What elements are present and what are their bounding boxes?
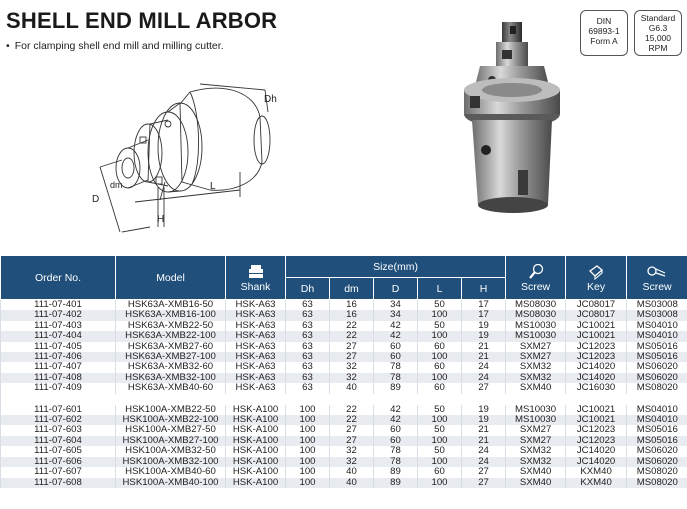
cell-l: 100 <box>418 352 462 362</box>
cell-shank: HSK-A100 <box>226 478 286 488</box>
cell-h: 17 <box>462 300 506 311</box>
label-h: H <box>157 214 165 225</box>
header-screw-1-label: Screw <box>520 281 551 293</box>
cell-shank: HSK-A63 <box>226 331 286 341</box>
clamping-screw-icon <box>527 264 545 280</box>
cell-key-screw: MS05016 <box>627 436 687 446</box>
cell-dh: 100 <box>286 415 330 425</box>
cell-l: 100 <box>418 310 462 320</box>
header-h: H <box>462 278 506 300</box>
cell-key: JC14020 <box>566 457 627 467</box>
cell-d: 89 <box>374 467 418 477</box>
cell-model: HSK63A-XMB32-100 <box>116 373 226 383</box>
cell-d: 78 <box>374 457 418 467</box>
cell-model: HSK100A-XMB40-60 <box>116 467 226 477</box>
cell-model: HSK100A-XMB22-100 <box>116 415 226 425</box>
cell-order-no: 111-07-401 <box>1 300 116 311</box>
cell-shank: HSK-A100 <box>226 405 286 415</box>
cell-d: 42 <box>374 405 418 415</box>
cell-dh: 100 <box>286 467 330 477</box>
label-d: D <box>92 194 100 205</box>
cell-dm: 27 <box>330 425 374 435</box>
cell-order-no: 111-07-604 <box>1 436 116 446</box>
cell-dh: 63 <box>286 383 330 393</box>
cell-l: 60 <box>418 467 462 477</box>
cell-screw: SXM32 <box>506 362 566 372</box>
cell-dh: 63 <box>286 331 330 341</box>
cell-order-no: 111-07-404 <box>1 331 116 341</box>
cell-d: 42 <box>374 415 418 425</box>
cell-key-screw: MS04010 <box>627 331 687 341</box>
table-row <box>1 467 687 477</box>
cell-key: JC12023 <box>566 352 627 362</box>
cell-model: HSK100A-XMB22-50 <box>116 405 226 415</box>
specification-rows <box>1 300 687 488</box>
cell-model: HSK100A-XMB27-50 <box>116 425 226 435</box>
cell-shank: HSK-A100 <box>226 436 286 446</box>
cell-h: 21 <box>462 342 506 352</box>
cell-d: 60 <box>374 342 418 352</box>
cell-model: HSK100A-XMB32-50 <box>116 446 226 456</box>
cell-shank: HSK-A63 <box>226 342 286 352</box>
label-l: L <box>210 181 216 192</box>
cell-dh: 100 <box>286 425 330 435</box>
cell-order-no: 111-07-407 <box>1 362 116 372</box>
cell-l: 100 <box>418 373 462 383</box>
cell-key-screw: MS03008 <box>627 300 687 311</box>
header-l: L <box>418 278 462 300</box>
badge-line: Standard <box>640 13 676 23</box>
table-row <box>1 383 687 393</box>
cell-order-no: 111-07-602 <box>1 415 116 425</box>
badge-line: 15,000 <box>645 33 671 43</box>
cell-model: HSK63A-XMB40-60 <box>116 383 226 393</box>
cell-l: 60 <box>418 342 462 352</box>
cell-order-no: 111-07-606 <box>1 457 116 467</box>
cell-key-screw: MS04010 <box>627 321 687 331</box>
cell-h: 19 <box>462 415 506 425</box>
badge-line: G6.3 <box>648 23 668 33</box>
cell-dh: 63 <box>286 352 330 362</box>
cell-key: JC08017 <box>566 300 627 311</box>
header-d: D <box>374 278 418 300</box>
header-screw-2 <box>627 256 687 300</box>
cell-screw: MS08030 <box>506 310 566 320</box>
cell-d: 89 <box>374 383 418 393</box>
cell-d: 78 <box>374 446 418 456</box>
cell-dm: 40 <box>330 478 374 488</box>
cell-model: HSK63A-XMB22-50 <box>116 321 226 331</box>
cell-key: JC12023 <box>566 425 627 435</box>
badge-line: RPM <box>648 43 668 53</box>
cell-order-no: 111-07-603 <box>1 425 116 435</box>
cell-dm: 22 <box>330 415 374 425</box>
cell-shank: HSK-A63 <box>226 310 286 320</box>
cell-key: JC10021 <box>566 321 627 331</box>
cell-l: 50 <box>418 300 462 311</box>
header-key <box>566 256 627 300</box>
cell-shank: HSK-A63 <box>226 373 286 383</box>
cell-screw: SXM32 <box>506 457 566 467</box>
cell-dh: 100 <box>286 457 330 467</box>
cell-dm: 27 <box>330 352 374 362</box>
cell-key: JC16030 <box>566 383 627 393</box>
cell-dm: 40 <box>330 467 374 477</box>
header-model: Model <box>116 256 226 300</box>
cell-key: KXM40 <box>566 478 627 488</box>
cell-key-screw: MS06020 <box>627 446 687 456</box>
cell-order-no: 111-07-402 <box>1 310 116 320</box>
cell-d: 78 <box>374 362 418 372</box>
group-separator <box>1 394 687 405</box>
cell-h: 17 <box>462 310 506 320</box>
cell-screw: MS10030 <box>506 405 566 415</box>
cell-dm: 40 <box>330 383 374 393</box>
cell-key: JC10021 <box>566 415 627 425</box>
cell-shank: HSK-A100 <box>226 415 286 425</box>
cell-l: 100 <box>418 331 462 341</box>
cell-dm: 32 <box>330 373 374 383</box>
cell-dh: 100 <box>286 436 330 446</box>
cell-h: 21 <box>462 436 506 446</box>
cell-screw: SXM40 <box>506 383 566 393</box>
cell-l: 50 <box>418 405 462 415</box>
cell-d: 60 <box>374 425 418 435</box>
cell-order-no: 111-07-403 <box>1 321 116 331</box>
cell-h: 27 <box>462 383 506 393</box>
cell-screw: SXM27 <box>506 352 566 362</box>
cell-h: 27 <box>462 478 506 488</box>
cell-h: 21 <box>462 352 506 362</box>
cell-screw: SXM27 <box>506 425 566 435</box>
shank-icon <box>247 264 265 280</box>
cell-dh: 63 <box>286 342 330 352</box>
cell-dh: 63 <box>286 373 330 383</box>
cell-key: KXM40 <box>566 467 627 477</box>
balance-standard-badge <box>634 10 682 56</box>
cell-dh: 100 <box>286 446 330 456</box>
cell-screw: SXM40 <box>506 478 566 488</box>
cell-h: 19 <box>462 331 506 341</box>
cell-l: 100 <box>418 478 462 488</box>
cell-shank: HSK-A100 <box>226 425 286 435</box>
arbor-product-photo <box>452 20 577 230</box>
cell-dh: 63 <box>286 310 330 320</box>
cell-h: 24 <box>462 457 506 467</box>
cell-model: HSK63A-XMB27-60 <box>116 342 226 352</box>
cell-key-screw: MS08020 <box>627 383 687 393</box>
key-screw-icon <box>647 264 667 280</box>
cell-d: 42 <box>374 321 418 331</box>
header-shank <box>226 256 286 300</box>
cell-d: 89 <box>374 478 418 488</box>
cell-key-screw: MS08020 <box>627 478 687 488</box>
cell-l: 100 <box>418 457 462 467</box>
cell-l: 50 <box>418 321 462 331</box>
cell-key: JC14020 <box>566 446 627 456</box>
cell-h: 24 <box>462 362 506 372</box>
cell-dh: 100 <box>286 405 330 415</box>
cell-dm: 22 <box>330 321 374 331</box>
cell-d: 60 <box>374 352 418 362</box>
key-icon <box>587 264 605 280</box>
cell-order-no: 111-07-607 <box>1 467 116 477</box>
page-title: SHELL END MILL ARBOR <box>6 8 278 33</box>
cell-order-no: 111-07-405 <box>1 342 116 352</box>
cell-order-no: 111-07-406 <box>1 352 116 362</box>
cell-key: JC10021 <box>566 331 627 341</box>
cell-model: HSK63A-XMB16-50 <box>116 300 226 311</box>
cell-screw: SXM40 <box>506 467 566 477</box>
cell-key-screw: MS05016 <box>627 352 687 362</box>
cell-h: 24 <box>462 373 506 383</box>
header-key-label: Key <box>587 281 606 293</box>
arbor-technical-drawing <box>40 62 300 237</box>
specification-table <box>0 255 687 488</box>
cell-shank: HSK-A63 <box>226 362 286 372</box>
cell-l: 60 <box>418 383 462 393</box>
cell-key: JC14020 <box>566 373 627 383</box>
cell-dm: 16 <box>330 300 374 311</box>
cell-model: HSK100A-XMB40-100 <box>116 478 226 488</box>
cell-dh: 63 <box>286 300 330 311</box>
cell-key: JC10021 <box>566 405 627 415</box>
cell-key: JC12023 <box>566 436 627 446</box>
cell-key-screw: MS06020 <box>627 373 687 383</box>
cell-dh: 63 <box>286 362 330 372</box>
page-subtitle: • For clamping shell end mill and milling cutter. <box>6 40 224 52</box>
cell-d: 60 <box>374 436 418 446</box>
cell-d: 34 <box>374 310 418 320</box>
cell-screw: MS10030 <box>506 331 566 341</box>
badge-line: Form A <box>590 36 618 46</box>
cell-dh: 63 <box>286 321 330 331</box>
cell-model: HSK100A-XMB27-100 <box>116 436 226 446</box>
cell-key-screw: MS04010 <box>627 415 687 425</box>
header-screw-1 <box>506 256 566 300</box>
cell-order-no: 111-07-408 <box>1 373 116 383</box>
cell-screw: SXM32 <box>506 373 566 383</box>
cell-h: 24 <box>462 446 506 456</box>
cell-l: 100 <box>418 436 462 446</box>
din-standard-badge <box>580 10 628 56</box>
cell-key: JC14020 <box>566 362 627 372</box>
header-dh: Dh <box>286 278 330 300</box>
cell-d: 34 <box>374 300 418 311</box>
cell-model: HSK63A-XMB32-60 <box>116 362 226 372</box>
cell-shank: HSK-A63 <box>226 352 286 362</box>
cell-screw: MS10030 <box>506 415 566 425</box>
cell-shank: HSK-A63 <box>226 383 286 393</box>
cell-screw: SXM27 <box>506 342 566 352</box>
cell-l: 60 <box>418 362 462 372</box>
cell-order-no: 111-07-608 <box>1 478 116 488</box>
cell-key-screw: MS04010 <box>627 405 687 415</box>
cell-dm: 27 <box>330 436 374 446</box>
cell-h: 27 <box>462 467 506 477</box>
cell-key-screw: MS06020 <box>627 362 687 372</box>
cell-shank: HSK-A63 <box>226 300 286 311</box>
badge-line: DIN <box>596 16 612 26</box>
cell-l: 50 <box>418 446 462 456</box>
label-dm: dm <box>110 180 123 190</box>
cell-dm: 22 <box>330 331 374 341</box>
cell-screw: MS08030 <box>506 300 566 311</box>
cell-dm: 32 <box>330 362 374 372</box>
cell-key-screw: MS05016 <box>627 342 687 352</box>
cell-shank: HSK-A100 <box>226 467 286 477</box>
badge-line: 69893-1 <box>588 26 620 36</box>
header-order-no: Order No. <box>1 256 116 300</box>
label-dh: Dh <box>264 94 277 105</box>
cell-dm: 22 <box>330 405 374 415</box>
cell-shank: HSK-A100 <box>226 446 286 456</box>
header-size: Size(mm) <box>286 256 506 278</box>
cell-order-no: 111-07-409 <box>1 383 116 393</box>
cell-dm: 32 <box>330 457 374 467</box>
cell-screw: SXM32 <box>506 446 566 456</box>
cell-key-screw: MS06020 <box>627 457 687 467</box>
subtitle-text: For clamping shell end mill and milling cutter. <box>14 40 224 52</box>
cell-h: 19 <box>462 405 506 415</box>
cell-key-screw: MS05016 <box>627 425 687 435</box>
header-dm: dm <box>330 278 374 300</box>
cell-model: HSK63A-XMB16-100 <box>116 310 226 320</box>
cell-model: HSK100A-XMB32-100 <box>116 457 226 467</box>
table-row <box>1 478 687 488</box>
header-shank-label: Shank <box>240 281 271 293</box>
cell-screw: SXM27 <box>506 436 566 446</box>
cell-shank: HSK-A100 <box>226 457 286 467</box>
cell-model: HSK63A-XMB27-100 <box>116 352 226 362</box>
cell-key-screw: MS03008 <box>627 310 687 320</box>
cell-shank: HSK-A63 <box>226 321 286 331</box>
cell-d: 78 <box>374 373 418 383</box>
cell-h: 19 <box>462 321 506 331</box>
separator-cell <box>1 394 687 405</box>
cell-key-screw: MS08020 <box>627 467 687 477</box>
cell-screw: MS10030 <box>506 321 566 331</box>
cell-dm: 16 <box>330 310 374 320</box>
cell-h: 21 <box>462 425 506 435</box>
cell-l: 50 <box>418 425 462 435</box>
cell-d: 42 <box>374 331 418 341</box>
cell-order-no: 111-07-601 <box>1 405 116 415</box>
cell-key: JC12023 <box>566 342 627 352</box>
cell-order-no: 111-07-605 <box>1 446 116 456</box>
header-screw-2-label: Screw <box>642 281 672 293</box>
cell-model: HSK63A-XMB22-100 <box>116 331 226 341</box>
cell-key: JC08017 <box>566 310 627 320</box>
cell-dh: 100 <box>286 478 330 488</box>
cell-dm: 32 <box>330 446 374 456</box>
cell-dm: 27 <box>330 342 374 352</box>
cell-l: 100 <box>418 415 462 425</box>
